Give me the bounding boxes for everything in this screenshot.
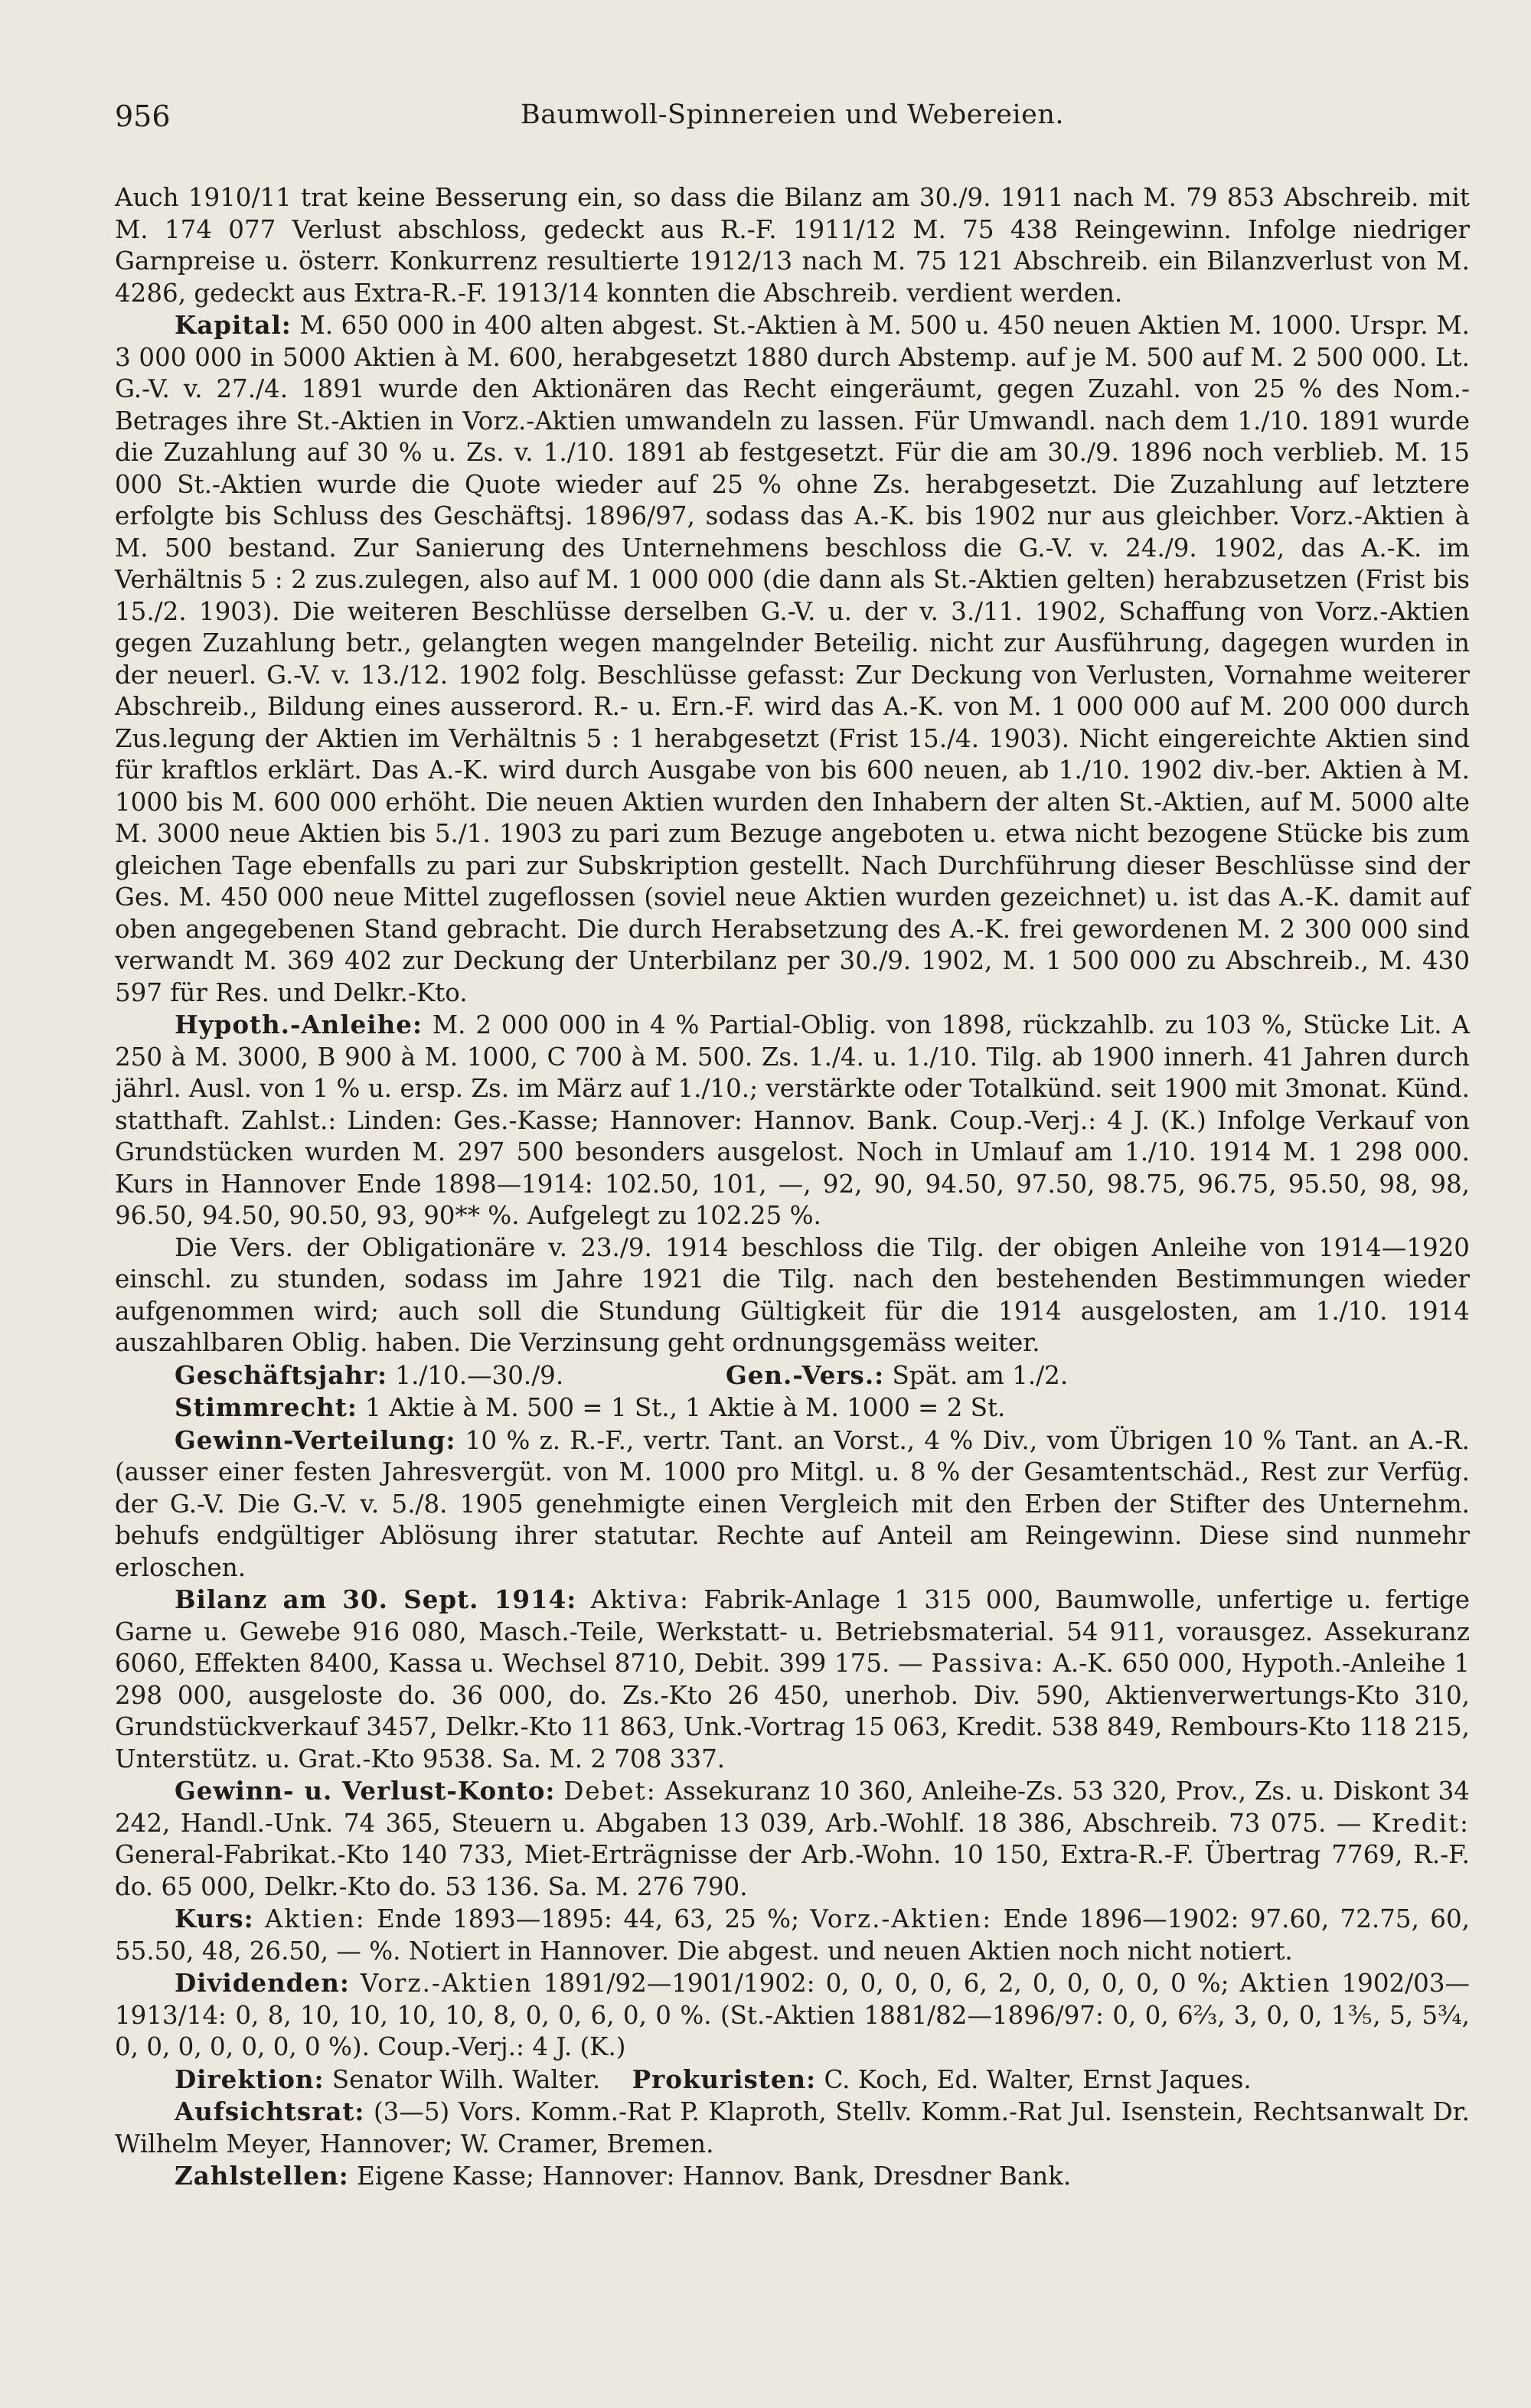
dividenden-label: Dividenden: bbox=[175, 1968, 350, 1998]
direktion-text: Senator Wilh. Walter. bbox=[331, 2064, 601, 2094]
zahlstellen-text: Eigene Kasse; Hannover: Hannov. Bank, Dresdner Bank. bbox=[357, 2162, 1072, 2191]
kurs-label: Kurs: bbox=[175, 1904, 254, 1933]
prokuristen-label: Prokuristen: bbox=[632, 2064, 817, 2094]
hypoth-text: M. 2 000 000 in 4 % Partial-Oblig. von 1898, rückzahlb. zu 103 %, Stücke Lit. A 250 à M. 3000, B 900 à M. 1000, C 700 à M. 500. Zs. 1./4. u. 1./10. Tilg. ab 1900 innerh. 41 Jahren durch jährl. Ausl. von 1 % u. ersp. Zs. im März auf 1./10.; verstärkte oder Totalkünd. seit 1900 mit 3monat. Künd. statthaft. Zahlst.: Linden: Ges.-Kasse; Hannover: Hannov. Bank. Coup.-Verj.: 4 J. (K.) Infolge Verkauf von Grundstücken wurden M. 297 500 besonders ausgelost. Noch in Umlauf am 1./10. 1914 M. 1 298 000. Kurs in Hannover Ende 1898—1914: 102.50, 101, —, 92, 90, 94.50, 97.50, 98.75, 96.75, 95.50, 98, 98, 96.50, 94.50, 90.50, 93, 90** %. Aufgelegt zu 102.25 %. bbox=[115, 1010, 1470, 1230]
paragraph-dividenden bbox=[115, 1967, 1470, 2064]
kurs-vorz-label: Vorz.-Aktien: bbox=[810, 1904, 993, 1933]
prokuristen-text: C. Koch, Ed. Walter, Ernst Jaques. bbox=[824, 2064, 1252, 2094]
gen-vers bbox=[726, 1359, 1068, 1392]
geschaeftsjahr-text: 1./10.—30./9. bbox=[395, 1360, 564, 1390]
geschaeftsjahr bbox=[175, 1359, 726, 1392]
zahlstellen-label: Zahlstellen: bbox=[175, 2161, 349, 2191]
debet-text: Assekuranz 10 360, Anleihe-Zs. 53 320, Prov., Zs. u. Diskont 34 242, Handl.-Unk. 74 365, Steuern u. Abgaben 13 039, Arb.-Wohlf. 18 386, Abschreib. 73 075. — bbox=[115, 1777, 1470, 1838]
kurs-text-1: Ende 1893—1895: 44, 63, 25 %; bbox=[377, 1904, 800, 1933]
dividenden-text-2: 1902/03—1913/14: 0, 8, 10, 10, 10, 10, 8, 0, 0, 6, 0, 0 %. (St.-Aktien 1881/82—1896/97: 0, 0, 6⅔, 3, 0, 0, 1⅗, 5, 5¾, 0, 0, 0, 0, 0, 0, 0 %). Coup.-Verj.: 4 J. (K.) bbox=[115, 1969, 1470, 2061]
kredit-label: Kredit: bbox=[1371, 1808, 1470, 1838]
paragraph-stimmrecht bbox=[115, 1392, 1470, 1424]
gewinn-label: Gewinn-Verteilung: bbox=[175, 1424, 456, 1455]
aktiva-label: Aktiva: bbox=[590, 1585, 690, 1614]
paragraph-history: Auch 1910/11 trat keine Besserung ein, so dass die Bilanz am 30./9. 1911 nach M. 79 853 Abschreib. mit M. 174 077 Verlust abschloss, gedeckt aus R.-F. 1911/12 M. 75 438 Reingewinn. Infolge niedriger Garnpreise u. österr. Konkurrenz resultierte 1912/13 nach M. 75 121 Abschreib. ein Bilanzverlust von M. 4286, gedeckt aus Extra-R.-F. 1913/14 konnten die Abschreib. verdient werden. bbox=[115, 183, 1470, 308]
direktion-label: Direktion: bbox=[175, 2064, 325, 2094]
paragraph-gewinn-verteilung bbox=[115, 1424, 1470, 1584]
stimmrecht-text: 1 Aktie à M. 500 = 1 St., 1 Aktie à M. 1000 = 2 St. bbox=[365, 1393, 1006, 1422]
paragraph-obligationaere: Die Vers. der Obligationäre v. 23./9. 1914 beschloss die Tilg. der obigen Anleihe von 1914—1920 einschl. zu stunden, sodass im Jahre 1921 die Tilg. nach den bestehenden Bestimmungen wieder aufgenommen wird; auch soll die Stundung Gültigkeit für die 1914 ausgelosten, am 1./10. 1914 auszahlbaren Oblig. haben. Die Verzinsung geht ordnungsgemäss weiter. bbox=[115, 1232, 1470, 1357]
stimmrecht-label: Stimmrecht: bbox=[175, 1392, 357, 1422]
paragraph-hypoth-anleihe bbox=[115, 1009, 1470, 1232]
debet-label: Debet: bbox=[563, 1777, 657, 1806]
paragraph-gewinn-verlust-konto bbox=[115, 1775, 1470, 1903]
dividenden-text-1: 1891/92—1901/1902: 0, 0, 0, 0, 6, 2, 0, 0, 0, 0, 0 %; bbox=[543, 1969, 1229, 1998]
guv-label: Gewinn- u. Verlust-Konto: bbox=[175, 1776, 556, 1806]
kapital-label: Kapital: bbox=[175, 310, 292, 340]
geschaeftsjahr-label: Geschäftsjahr: bbox=[175, 1359, 388, 1390]
dividenden-vorz-label: Vorz.-Aktien bbox=[360, 1969, 533, 1998]
passiva-text: A.-K. 650 000, Hypoth.-Anleihe 1 298 000, ausgeloste do. 36 000, do. Zs.-Kto 26 450, unerhob. Div. 590, Aktienverwertungs-Kto 310, Grundstückverkauf 3457, Delkr.-Kto 11 863, Unk.-Vortrag 15 063, Kredit. 538 849, Rembours-Kto 118 215, Unterstütz. u. Grat.-Kto 9538. Sa. M. 2 708 337. bbox=[115, 1649, 1470, 1773]
kapital-text: M. 650 000 in 400 alten abgest. St.-Aktien à M. 500 u. 450 neuen Aktien M. 1000. Urspr. M. 3 000 000 in 5000 Aktien à M. 600, herabgesetzt 1880 durch Abstemp. auf je M. 500 auf M. 2 500 000. Lt. G.-V. v. 27./4. 1891 wurde den Aktionären das Recht eingeräumt, gegen Zuzahl. von 25 % des Nom.-Betrages ihre St.-Aktien in Vorz.-Aktien umwandeln zu lassen. Für Umwandl. nach dem 1./10. 1891 wurde die Zuzahlung auf 30 % u. Zs. v. 1./10. 1891 ab festgesetzt. Für die am 30./9. 1896 noch verblieb. M. 15 000 St.-Aktien wurde die Quote wieder auf 25 % ohne Zs. herabgesetzt. Die Zuzahlung auf letztere erfolgte bis Schluss des Geschäftsj. 1896/97, sodass das A.-K. bis 1902 nur aus gleichber. Vorz.-Aktien à M. 500 bestand. Zur Sanierung des Unternehmens beschloss die G.-V. v. 24./9. 1902, das A.-K. im Verhältnis 5 : 2 zus.zulegen, also auf M. 1 000 000 (die dann als St.-Aktien gelten) herabzusetzen (Frist bis 15./2. 1903). Die weiteren Beschlüsse derselben G.-V. u. der v. 3./11. 1902, Schaffung von Vorz.-Aktien gegen Zuzahlung betr., gelangten wegen mangelnder Beteilig. nicht zur Ausführung, dagegen wurden in der neuerl. G.-V. v. 13./12. 1902 folg. Beschlüsse gefasst: Zur Deckung von Verlusten, Vornahme weiterer Abschreib., Bildung eines ausserord. R.- u. Ern.-F. wird das A.-K. von M. 1 000 000 auf M. 200 000 durch Zus.legung der Aktien im Verhältnis 5 : 1 herabgesetzt (Frist 15./4. 1903). Nicht eingereichte Aktien sind für kraftlos erklärt. Das A.-K. wird durch Ausgabe von bis 600 neuen, ab 1./10. 1902 div.-ber. Aktien à M. 1000 bis M. 600 000 erhöht. Die neuen Aktien wurden den Inhabern der alten St.-Aktien, auf M. 5000 alte M. 3000 neue Aktien bis 5./1. 1903 zu pari zum Bezuge angeboten u. etwa nicht bezogene Stücke bis zum gleichen Tage ebenfalls zu pari zur Subskription gestellt. Nach Durchführung dieser Beschlüsse sind der Ges. M. 450 000 neue Mittel zugeflossen (soviel neue Aktien wurden gezeichnet) u. ist das A.-K. damit auf oben angegebenen Stand gebracht. Die durch Herabsetzung des A.-K. frei gewordenen M. 2 300 000 sind verwandt M. 369 402 zur Deckung der Unterbilanz per 30./9. 1902, M. 1 500 000 zu Abschreib., M. 430 597 für Res. und Delkr.-Kto. bbox=[115, 311, 1470, 1007]
bilanz-label: Bilanz am 30. Sept. 1914: bbox=[175, 1584, 577, 1614]
body-text bbox=[115, 182, 1470, 2193]
genvers-label: Gen.-Vers.: bbox=[726, 1359, 885, 1390]
paragraph-aufsichtsrat bbox=[115, 2096, 1470, 2160]
page-number: 956 bbox=[115, 100, 171, 133]
page-header bbox=[115, 100, 1470, 145]
paragraph-zahlstellen bbox=[115, 2160, 1470, 2193]
aufsichtsrat-label: Aufsichtsrat: bbox=[175, 2096, 365, 2126]
paragraph-kapital bbox=[115, 309, 1470, 1009]
genvers-text: Spät. am 1./2. bbox=[892, 1360, 1069, 1390]
gewinn-text: 10 % z. R.-F., vertr. Tant. an Vorst., 4 % Div., vom Übrigen 10 % Tant. an A.-R. (ausser einer festen Jahresvergüt. von M. 1000 pro Mitgl. u. 8 % der Gesamtentschäd., Rest zur Verfüg. der G.-V. Die G.-V. v. 5./8. 1905 genehmigte einen Vergleich mit den Erben der Stifter des Unternehm. behufs endgültiger Ablösung ihrer statutar. Rechte auf Anteil am Reingewinn. Diese sind nunmehr erloschen. bbox=[115, 1425, 1470, 1582]
kredit-text: General-Fabrikat.-Kto 140 733, Miet-Erträgnisse der Arb.-Wohn. 10 150, Extra-R.-F. Übertrag 7769, R.-F. do. 65 000, Delkr.-Kto do. 53 136. Sa. M. 276 790. bbox=[115, 1840, 1470, 1901]
kurs-aktien-label: Aktien: bbox=[264, 1904, 366, 1933]
aktiva-text: Fabrik-Anlage 1 315 000, Baumwolle, unfertige u. fertige Garne u. Gewebe 916 080, Masch.-Teile, Werkstatt- u. Betriebsmaterial. 54 911, vorausgez. Assekuranz 6060, Effekten 8400, Kassa u. Wechsel 8710, Debit. 399 175. — bbox=[115, 1585, 1471, 1678]
row-geschaeftsjahr-genvers bbox=[115, 1359, 1470, 1392]
paragraph-kurs bbox=[115, 1903, 1470, 1967]
hypoth-label: Hypoth.-Anleihe: bbox=[175, 1010, 423, 1039]
paragraph-direktion bbox=[115, 2064, 1470, 2096]
aufsichtsrat-text: (3—5) Vors. Komm.-Rat P. Klaproth, Stellv. Komm.-Rat Jul. Isenstein, Rechtsanwalt Dr. Wilhelm Meyer, Hannover; W. Cramer, Bremen. bbox=[115, 2097, 1470, 2158]
running-title: Baumwoll-Spinnereien und Webereien. bbox=[520, 100, 1065, 130]
passiva-label: Passiva: bbox=[931, 1649, 1045, 1678]
paragraph-bilanz bbox=[115, 1584, 1470, 1775]
dividenden-aktien-label: Aktien bbox=[1239, 1969, 1331, 1998]
kurs-text-2: Ende 1896—1902: 97.60, 72.75, 60, 55.50, 48, 26.50, — %. Notiert in Hannover. Die abgest. und neuen Aktien noch nicht notiert. bbox=[115, 1904, 1470, 1966]
